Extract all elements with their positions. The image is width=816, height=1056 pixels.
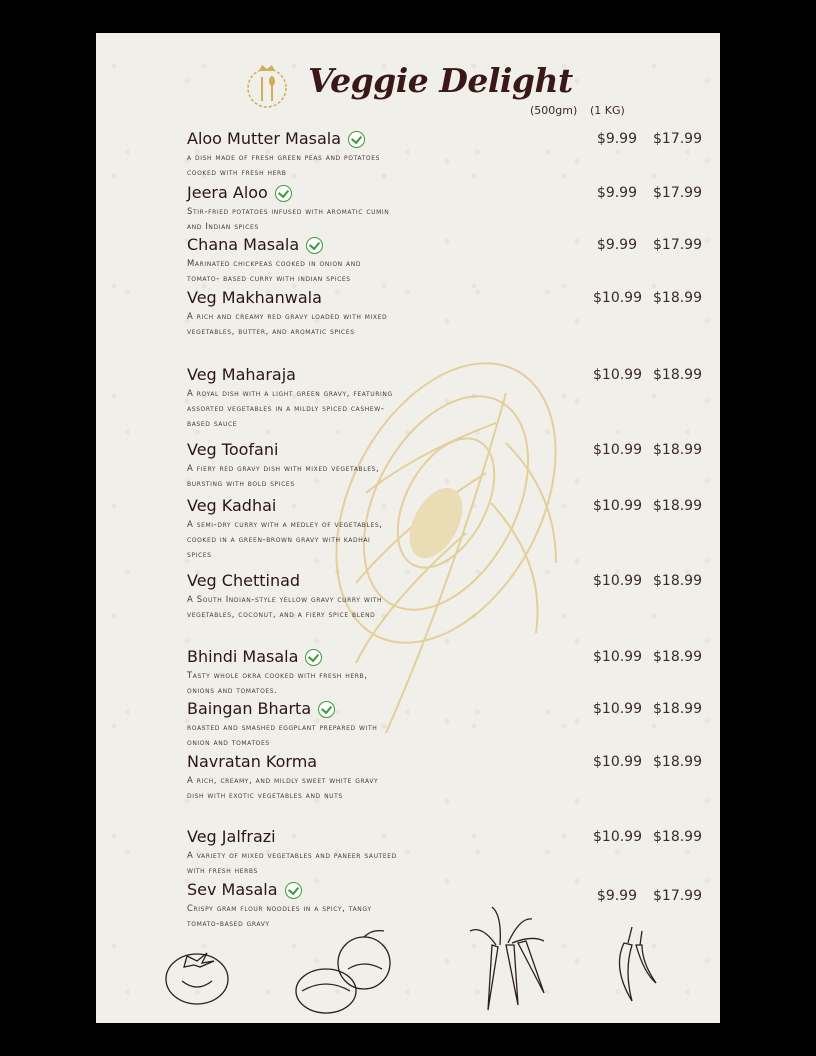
item-name: Veg Toofani [187, 440, 279, 459]
price-half: $10.99 [593, 442, 642, 458]
item-description: A rich and creamy red gravy loaded with mixed vegetables, butter, and aromatic spices [187, 312, 388, 337]
item-description: a dish made of fresh green peas and potatoes cooked with fresh herb [187, 153, 381, 178]
item-description: A royal dish with a light green gravy, featuring assorted vegetables in a mildly spiced cashew-based sauce [187, 389, 393, 429]
menu-item [187, 496, 707, 563]
veg-badge-icon [305, 649, 322, 666]
veg-badge-icon [275, 185, 292, 202]
item-description: roasted and smashed eggplant prepared with onion and tomatoes [187, 723, 378, 748]
price-half: $10.99 [593, 754, 642, 770]
item-name: Jeera Aloo [187, 183, 268, 202]
item-description: A rich, creamy, and mildly sweet white gravy dish with exotic vegetables and nuts [187, 776, 379, 801]
veg-badge-icon [318, 701, 335, 718]
price-full: $18.99 [653, 701, 702, 717]
item-description: A variety of mixed vegetables and paneer sauteed with fresh herbs [187, 851, 397, 876]
item-description: A South Indian-style yellow gravy curry with vegetables, coconut, and a fiery spice blend [187, 595, 383, 620]
onion-icon [292, 929, 398, 1019]
menu-item [187, 571, 707, 623]
price-full: $18.99 [653, 754, 702, 770]
price-half: $10.99 [593, 829, 642, 845]
menu-item [187, 752, 707, 804]
item-description: A semi-dry curry with a medley of vegetables, cooked in a green-brown gravy with kadhai spices [187, 520, 383, 560]
item-name: Bhindi Masala [187, 647, 299, 666]
menu-item [187, 129, 707, 181]
item-name: Veg Maharaja [187, 365, 296, 384]
price-half: $9.99 [596, 888, 637, 904]
chili-icon [602, 923, 658, 1003]
item-name: Sev Masala [187, 880, 278, 899]
menu-item [187, 365, 707, 432]
price-full: $18.99 [653, 573, 702, 589]
price-full: $18.99 [653, 290, 702, 306]
item-description: Stir-fried potatoes infused with aromatic cumin and Indian spices [187, 207, 390, 232]
price-full: $17.99 [653, 888, 702, 904]
item-description: Tasty whole okra cooked with fresh herb, onions and tomatoes. [187, 671, 368, 696]
price-full: $18.99 [653, 649, 702, 665]
price-full: $18.99 [653, 498, 702, 514]
menu-page [96, 33, 720, 1023]
column-header-half: (500gm) [530, 104, 578, 117]
item-name: Veg Jalfrazi [187, 827, 276, 846]
menu-item [187, 288, 707, 340]
item-name: Veg Chettinad [187, 571, 301, 590]
item-description: Marinated chickpeas cooked in onion and tomato- based curry with indian spices [187, 259, 362, 284]
menu-item [187, 699, 707, 751]
item-name: Navratan Korma [187, 752, 318, 771]
column-header-full: (1 KG) [590, 104, 625, 117]
price-half: $10.99 [593, 701, 642, 717]
veg-badge-icon [285, 882, 302, 899]
price-half: $9.99 [596, 237, 637, 253]
menu-item [187, 440, 707, 492]
price-full: $17.99 [653, 237, 702, 253]
menu-title: Veggie Delight [308, 61, 573, 100]
price-half: $10.99 [593, 367, 642, 383]
price-half: $10.99 [593, 290, 642, 306]
price-full: $18.99 [653, 442, 702, 458]
menu-item [187, 647, 707, 699]
menu-item [187, 235, 707, 287]
veg-badge-icon [348, 131, 365, 148]
price-full: $18.99 [653, 367, 702, 383]
item-name: Aloo Mutter Masala [187, 129, 342, 148]
item-name: Baingan Bharta [187, 699, 312, 718]
crown-cutlery-crest-icon [246, 61, 288, 109]
price-half: $9.99 [596, 131, 637, 147]
item-name: Veg Kadhai [187, 496, 277, 515]
price-half: $10.99 [593, 573, 642, 589]
item-name: Veg Makhanwala [187, 288, 322, 307]
price-half: $10.99 [593, 498, 642, 514]
menu-item [187, 827, 707, 879]
menu-item [187, 183, 707, 235]
item-description: Crispy gram flour noodles in a spicy, tangy tomato-based gravy [187, 904, 372, 929]
price-full: $17.99 [653, 185, 702, 201]
price-half: $9.99 [596, 185, 637, 201]
item-name: Chana Masala [187, 235, 300, 254]
price-full: $18.99 [653, 829, 702, 845]
price-full: $17.99 [653, 131, 702, 147]
veg-badge-icon [306, 237, 323, 254]
price-half: $10.99 [593, 649, 642, 665]
carrot-icon [462, 905, 552, 1015]
tomato-icon [162, 941, 232, 1007]
item-description: A fiery red gravy dish with mixed vegetables, bursting with bold spices [187, 464, 380, 489]
